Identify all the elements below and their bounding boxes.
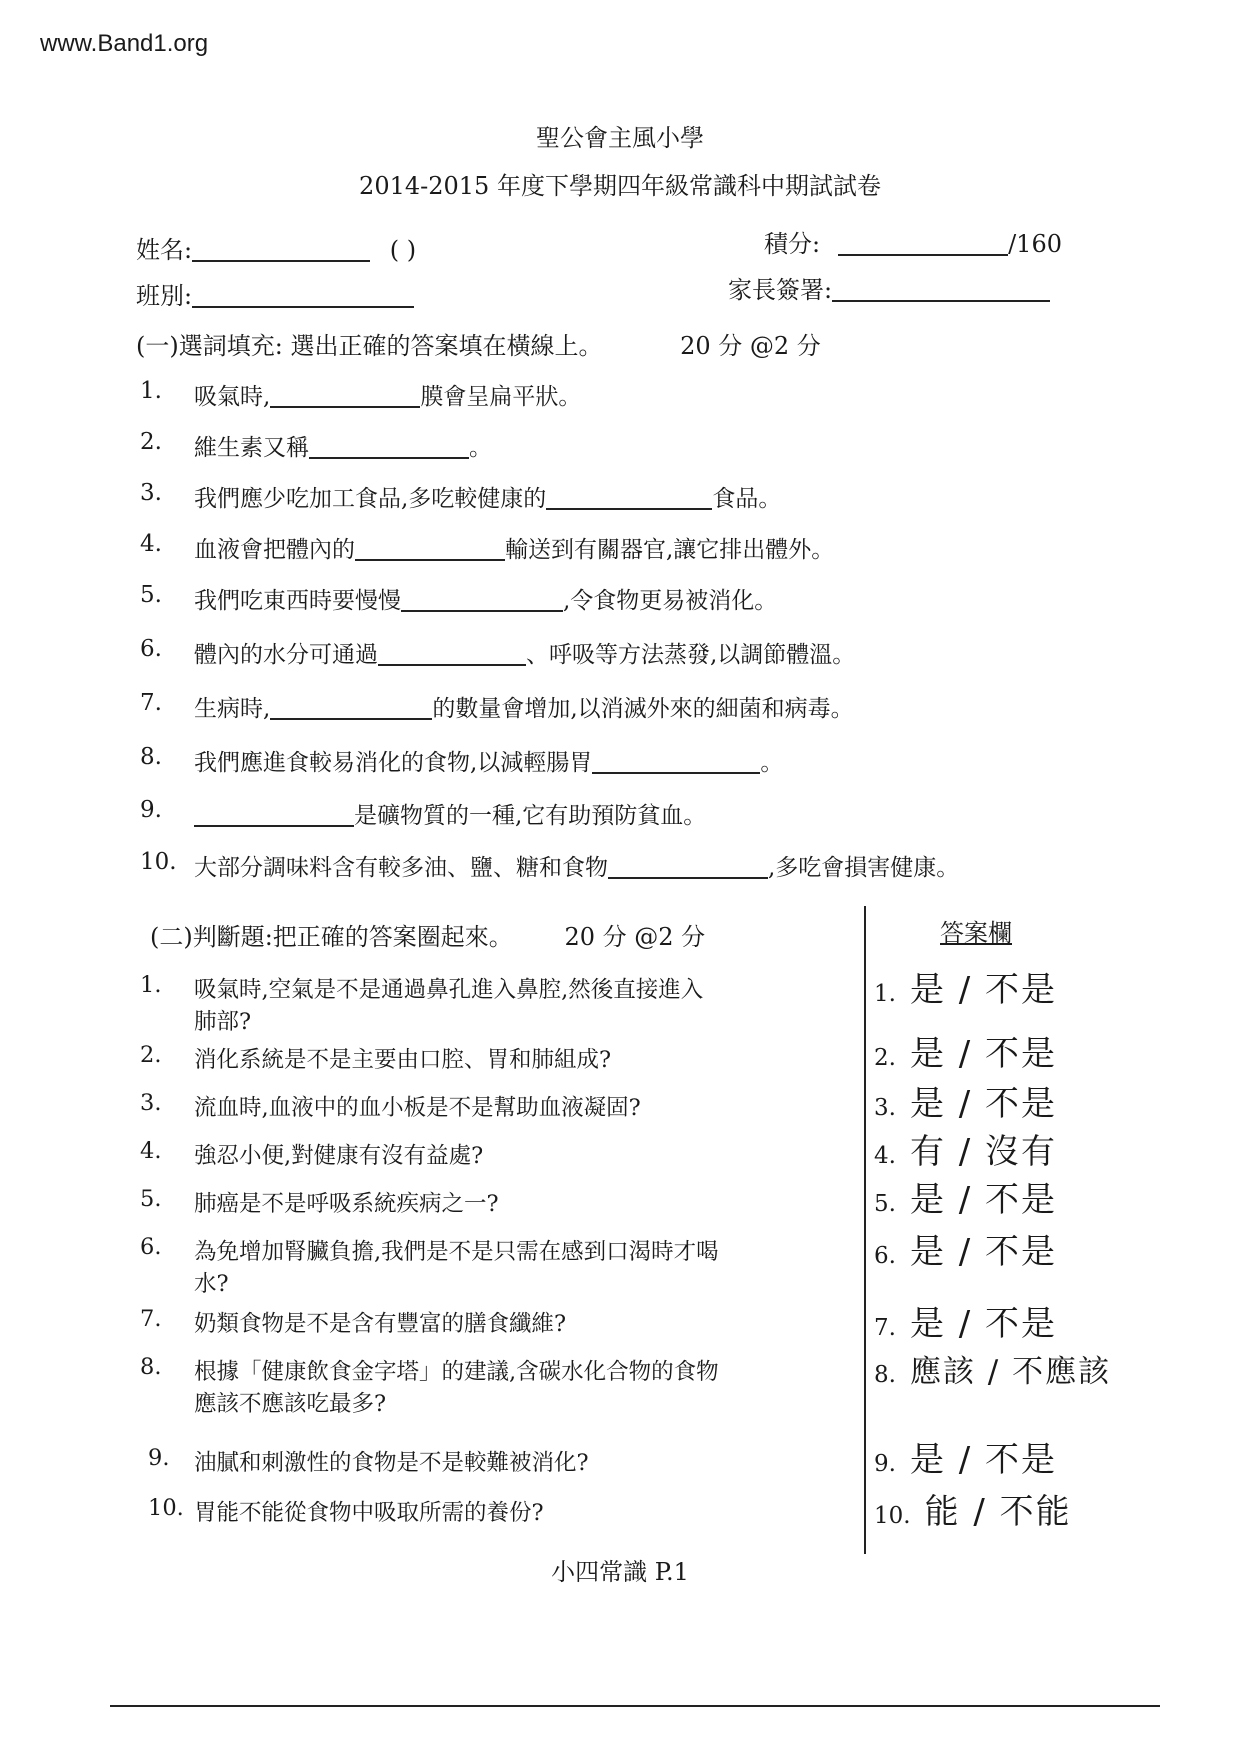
answer-entry (874, 1432, 1057, 1481)
question-text: 油膩和刺激性的食物是不是較難被消化? (194, 1450, 589, 1476)
fill-question (140, 744, 1100, 774)
fill-question (140, 531, 1100, 561)
answer-entry (874, 1346, 1111, 1391)
question-text-continued: 應該不應該吃最多? (194, 1391, 387, 1417)
question-number: 4. (140, 531, 162, 557)
answer-number: 5. (874, 1191, 896, 1217)
class-line (192, 284, 414, 308)
question-number: 7. (140, 690, 162, 716)
answer-blank (592, 750, 760, 774)
score-label: 積分: (764, 230, 821, 258)
question-number: 3. (140, 1090, 162, 1116)
question-text: 奶類食物是不是含有豐富的膳食纖維? (194, 1311, 567, 1337)
section2-heading (150, 917, 705, 952)
question-number: 9. (148, 1445, 170, 1471)
tf-question (140, 1306, 860, 1340)
question-number: 8. (140, 744, 162, 770)
fill-question (140, 480, 1100, 510)
bottom-rule (110, 1705, 1160, 1707)
tf-question (148, 1445, 860, 1479)
fill-question (140, 797, 1100, 827)
question-text-continued: 肺部? (194, 1009, 252, 1035)
question-text: 強忍小便,對健康有沒有益處? (194, 1143, 484, 1169)
answer-number: 2. (874, 1045, 896, 1071)
answer-entry (874, 1296, 1057, 1345)
question-text: 吸氣時, 膜會呈扁平狀。 (194, 384, 582, 410)
answer-blank (378, 642, 526, 666)
question-text: 流血時,血液中的血小板是不是幫助血液凝固? (194, 1095, 641, 1121)
section1-marks: 20 分 @2 分 (680, 332, 821, 360)
question-text: 肺癌是不是呼吸系統疾病之一? (194, 1191, 499, 1217)
paper-title: 2014-2015 年度下學期四年級常識科中期試試卷 (359, 172, 881, 200)
question-text-continued: 水? (194, 1271, 229, 1297)
parent-signature-label: 家長簽署: (728, 276, 833, 304)
answer-entry (874, 1124, 1057, 1173)
parent-signature-field (728, 270, 1050, 305)
answer-number: 1. (874, 981, 896, 1007)
fill-question (140, 429, 1100, 459)
question-number: 4. (140, 1138, 162, 1164)
fill-question (140, 849, 1100, 879)
tf-question (140, 972, 860, 1038)
section2-marks: 20 分 @2 分 (564, 923, 706, 951)
question-text: 胃能不能從食物中吸取所需的養份? (194, 1500, 544, 1526)
tf-question (140, 1234, 860, 1300)
question-number: 10. (140, 849, 177, 875)
handwritten-answer: 能 / 不能 (924, 1492, 1072, 1532)
name-label: 姓名: (136, 236, 193, 264)
handwritten-answer: 應該 / 不應該 (909, 1354, 1112, 1390)
fill-question (140, 690, 1100, 720)
question-text: 血液會把體內的 輸送到有關器官,讓它排出體外。 (194, 537, 835, 563)
answer-number: 6. (874, 1243, 896, 1269)
score-total: /160 (1008, 230, 1062, 258)
question-number: 10. (148, 1495, 184, 1521)
section1-heading (136, 326, 821, 361)
handwritten-answer: 是 / 不是 (909, 970, 1058, 1010)
answer-number: 10. (874, 1503, 911, 1529)
question-text: 大部分調味料含有較多油、鹽、糖和食物 ,多吃會損害健康。 (194, 855, 960, 881)
question-number: 8. (140, 1354, 162, 1380)
tf-question (148, 1495, 860, 1529)
answer-blank (309, 435, 469, 459)
handwritten-answer: 是 / 不是 (909, 1034, 1058, 1074)
class-field (136, 276, 414, 311)
question-number: 6. (140, 636, 162, 662)
question-text: 我們應少吃加工食品,多吃較健康的 食品。 (194, 486, 782, 512)
fill-question (140, 582, 1100, 612)
answer-entry (874, 1224, 1057, 1273)
fill-question (140, 378, 1100, 408)
question-number: 6. (140, 1234, 162, 1260)
name-line (192, 238, 370, 262)
question-text: 是礦物質的一種,它有助預防貧血。 (194, 797, 706, 830)
score-field (764, 224, 1062, 259)
answer-blank (355, 537, 505, 561)
answer-number: 4. (874, 1143, 896, 1169)
fill-question (140, 636, 1100, 666)
question-text: 根據「健康飲食金字塔」的建議,含碳水化合物的食物 (194, 1359, 719, 1385)
handwritten-answer: 有 / 沒有 (909, 1132, 1058, 1172)
answer-blank (270, 696, 432, 720)
page-footer: 小四常識 P.1 (551, 1558, 689, 1586)
class-number-paren: ( ) (389, 236, 417, 264)
answer-number: 7. (874, 1315, 896, 1341)
tf-question (140, 1138, 860, 1172)
tf-question (140, 1090, 860, 1124)
tf-question (140, 1186, 860, 1220)
answer-number: 3. (874, 1095, 896, 1121)
tf-question (140, 1354, 860, 1420)
answer-entry (874, 1484, 1072, 1533)
answer-column-divider (864, 906, 866, 1554)
school-name: 聖公會主風小學 (536, 124, 704, 152)
section2-instruction: (二)判斷題:把正確的答案圈起來。 (150, 923, 513, 951)
class-label: 班別: (136, 282, 193, 310)
parent-signature-line (832, 278, 1050, 302)
question-number: 5. (140, 1186, 162, 1212)
question-text: 生病時, 的數量會增加,以消滅外來的細菌和病毒。 (194, 696, 854, 722)
question-number: 2. (140, 1042, 162, 1068)
question-text: 消化系統是不是主要由口腔、胃和肺組成? (194, 1047, 612, 1073)
handwritten-answer: 是 / 不是 (909, 1440, 1058, 1480)
question-number: 9. (140, 797, 162, 823)
question-number: 3. (140, 480, 162, 506)
handwritten-answer: 是 / 不是 (909, 1084, 1058, 1124)
answer-blank (608, 855, 768, 879)
handwritten-answer: 是 / 不是 (909, 1180, 1058, 1220)
question-number: 7. (140, 1306, 162, 1332)
section1-instruction: (一)選詞填充: 選出正確的答案填在橫線上。 (136, 332, 603, 360)
answer-blank (270, 384, 420, 408)
answer-column-title: 答案欄 (940, 919, 1012, 947)
question-number: 1. (140, 972, 162, 998)
answer-number: 9. (874, 1451, 896, 1477)
answer-entry (874, 962, 1057, 1011)
answer-entry (874, 1172, 1057, 1221)
question-text: 體內的水分可通過 、呼吸等方法蒸發,以調節體溫。 (194, 642, 856, 668)
answer-entry (874, 1076, 1057, 1125)
answer-blank (194, 803, 354, 827)
question-number: 1. (140, 378, 162, 404)
name-field (136, 230, 416, 265)
handwritten-answer: 是 / 不是 (909, 1232, 1058, 1272)
handwritten-answer: 是 / 不是 (909, 1304, 1058, 1344)
score-line (838, 232, 1008, 256)
question-text: 我們吃東西時要慢慢 ,令食物更易被消化。 (194, 588, 778, 614)
question-text: 維生素又稱 。 (194, 435, 492, 461)
question-text: 我們應進食較易消化的食物,以減輕腸胃 。 (194, 750, 784, 776)
answer-number: 8. (874, 1362, 896, 1388)
question-text: 吸氣時,空氣是不是通過鼻孔進入鼻腔,然後直接進入 (194, 977, 704, 1003)
question-number: 5. (140, 582, 162, 608)
answer-blank (546, 486, 712, 510)
site-watermark: www.Band1.org (40, 30, 209, 57)
tf-question (140, 1042, 860, 1076)
answer-entry (874, 1026, 1057, 1075)
question-number: 2. (140, 429, 162, 455)
question-text: 為免增加腎臟負擔,我們是不是只需在感到口渴時才喝 (194, 1239, 719, 1265)
answer-blank (401, 588, 563, 612)
